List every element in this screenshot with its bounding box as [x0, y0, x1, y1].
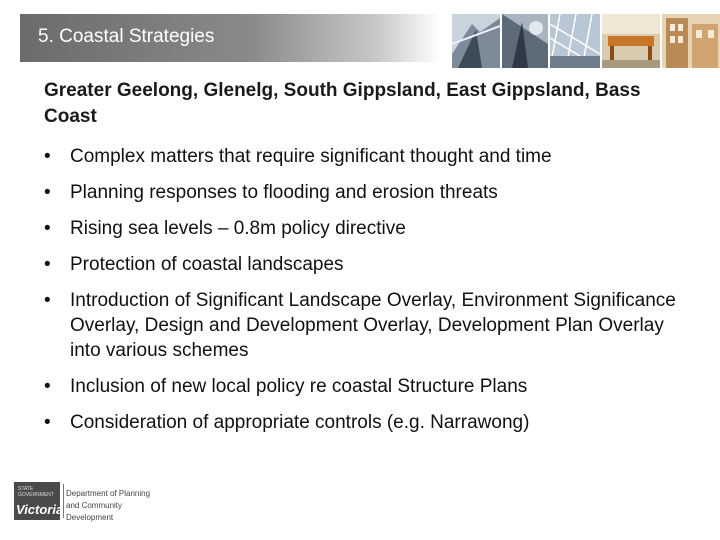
header	[0, 0, 720, 66]
councils-subtitle: Greater Geelong, Glenelg, South Gippsland, East Gippsland, Bass Coast	[44, 80, 641, 127]
logo-divider	[63, 484, 64, 518]
slide-title: 5. Coastal Strategies	[38, 26, 215, 47]
department-line-2: and Community Development	[66, 501, 123, 522]
department-name	[66, 488, 166, 524]
photo-building	[662, 14, 720, 68]
bullet-icon: •	[44, 182, 51, 203]
department-line-1: Department of Planning	[66, 489, 151, 498]
photo-glass-roof	[550, 14, 600, 68]
bullet-icon: •	[44, 254, 51, 275]
photo-bench	[602, 14, 660, 68]
logo-victoria-text: Victoria	[16, 502, 64, 517]
bullet-text: Introduction of Significant Landscape Overlay, Environment Significance Overlay, Design and Development Overlay, Development Plan Overlay into various schemes	[70, 290, 676, 361]
bullet-item	[44, 216, 694, 241]
bullet-item	[44, 288, 694, 363]
bullet-item	[44, 410, 694, 435]
bullet-item	[44, 180, 694, 205]
bullet-text: Rising sea levels – 0.8m policy directive	[70, 218, 406, 239]
logo-state-government-text: STATE GOVERNMENT	[18, 486, 54, 498]
bullet-item	[44, 252, 694, 277]
bullet-icon: •	[44, 412, 51, 433]
bullet-icon: •	[44, 146, 51, 167]
bullet-item	[44, 144, 694, 169]
photo-structure	[502, 14, 548, 68]
bullet-text: Planning responses to flooding and erosion threats	[70, 182, 498, 203]
header-photo-strip	[452, 14, 720, 68]
bullet-list	[44, 144, 694, 446]
photo-architecture	[452, 14, 500, 68]
title-bar	[20, 14, 440, 62]
bullet-icon: •	[44, 290, 51, 311]
bullet-text: Inclusion of new local policy re coastal Structure Plans	[70, 376, 528, 397]
bullet-text: Consideration of appropriate controls (e.g. Narrawong)	[70, 412, 530, 433]
bullet-item	[44, 374, 694, 399]
bullet-text: Complex matters that require significant thought and time	[70, 146, 552, 167]
bullet-text: Protection of coastal landscapes	[70, 254, 344, 275]
victoria-logo-mark	[14, 482, 64, 520]
bullet-icon: •	[44, 376, 51, 397]
victoria-government-logo	[14, 482, 164, 522]
bullet-icon: •	[44, 218, 51, 239]
